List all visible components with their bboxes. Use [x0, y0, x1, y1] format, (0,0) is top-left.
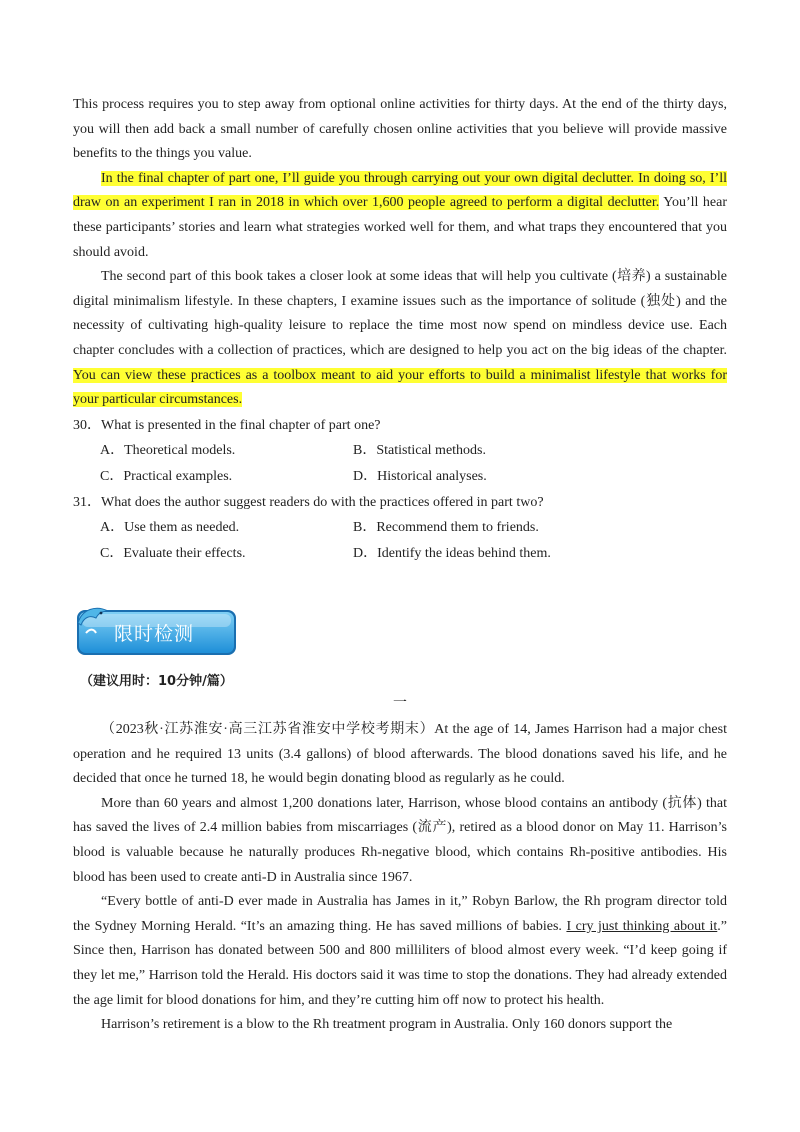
- paragraph-text: You’ll hear these participants’ stories and learn what strategies worked well for them, and what traps they encountered that you should avoid.: [73, 195, 727, 260]
- section-number: 一: [393, 696, 407, 711]
- paragraph: [73, 167, 727, 265]
- option-row: [73, 541, 727, 567]
- paragraph: More than 60 years and almost 1,200 donations later, Harrison, whose blood contains an antibody (抗体) that has saved the lives of 2.4 million babies from miscarriages (流产), retired as a blood donor on May 11. Harrison’s blood is valuable because he naturally produces Rh-negative blood, which contains Rh-positive antibodies. His blood has been used to create anti-D in Australia since 1967.: [73, 795, 727, 885]
- paragraph-text: “Every bottle of anti-D ever made in Australia has James in it,” Robyn Barlow, the Rh program director told the Sydney Morning Herald. “It’s an amazing thing. He has saved millions of babies.: [73, 894, 727, 934]
- option-a[interactable]: A．Theoretical models.: [100, 443, 236, 458]
- badge-label: 限时检测: [114, 623, 195, 645]
- option-row: [73, 515, 727, 541]
- highlighted-text: You can view these practices as a toolbox meant to aid your efforts to build a minimalist lifestyle that works for your particular circumstances.: [73, 367, 727, 408]
- paragraph-text: The second part of this book takes a closer look at some ideas that will help you cultivate (培养) a sustainable digital minimalism lifestyle. In these chapters, I examine issues such as the importance of solitude (独处) and the necessity of cultivating high-quality leisure to replace the time most now spend on mindless device use. Each chapter concludes with a collection of practices, which are designed to help you act on the big ideas of the chapter.: [73, 269, 727, 358]
- option-d[interactable]: D．Historical analyses.: [353, 469, 487, 484]
- question-stem: 30．What is presented in the final chapter of part one?: [73, 418, 381, 433]
- option-c[interactable]: C．Practical examples.: [100, 469, 233, 484]
- paragraph: （2023秋·江苏淮安·高三江苏省淮安中学校考期末）At the age of 14, James Harrison had a major chest operation and he required 13 units (3.4 gallons) of blood afterwards. The blood donations saved his life, and he decided that once he turned 18, he would begin donating blood as regularly as he could.: [73, 722, 727, 787]
- paragraph: This process requires you to step away from optional online activities for thirty days. At the end of the thirty days, you will then add back a small number of carefully chosen online activities that you believe will provide massive benefits to the things you value.: [73, 97, 727, 162]
- underlined-text: I cry just thinking about it: [566, 918, 718, 934]
- highlighted-text: In the final chapter of part one, I’ll guide you through carrying out your own digital declutter. In doing so, I’ll draw on an experiment I ran in 2018 in which over 1,600 people agreed to perform a digital declutter.: [73, 170, 727, 211]
- paragraph: Harrison’s retirement is a blow to the Rh treatment program in Australia. Only 160 donors support the: [101, 1017, 673, 1033]
- suggested-time-note: （建议用时：10分钟/篇）: [80, 674, 233, 689]
- paragraph: [73, 890, 727, 1013]
- question-stem: 31．What does the author suggest readers do with the practices offered in part two?: [73, 495, 544, 510]
- option-d[interactable]: D．Identify the ideas behind them.: [353, 546, 551, 561]
- timed-test-badge: [74, 603, 238, 657]
- questions-block: [73, 413, 727, 567]
- reading-passage-bottom: [73, 718, 727, 1038]
- option-row: [73, 438, 727, 464]
- option-b[interactable]: B．Statistical methods.: [353, 443, 486, 458]
- paragraph-text: .” Since then, Harrison has donated between 500 and 800 milliliters of blood almost every week. “I’d keep going if they let me,” Harrison told the Herald. His doctors said it was time to stop the donations. They had already extended the age limit for blood donations for him, and they’re cutting him off now to protect his health.: [73, 918, 727, 1008]
- paragraph: [73, 265, 727, 413]
- option-c[interactable]: C．Evaluate their effects.: [100, 546, 246, 561]
- reading-passage-top: [73, 93, 727, 413]
- option-row: [73, 464, 727, 490]
- option-a[interactable]: A．Use them as needed.: [100, 520, 240, 535]
- option-b[interactable]: B．Recommend them to friends.: [353, 520, 539, 535]
